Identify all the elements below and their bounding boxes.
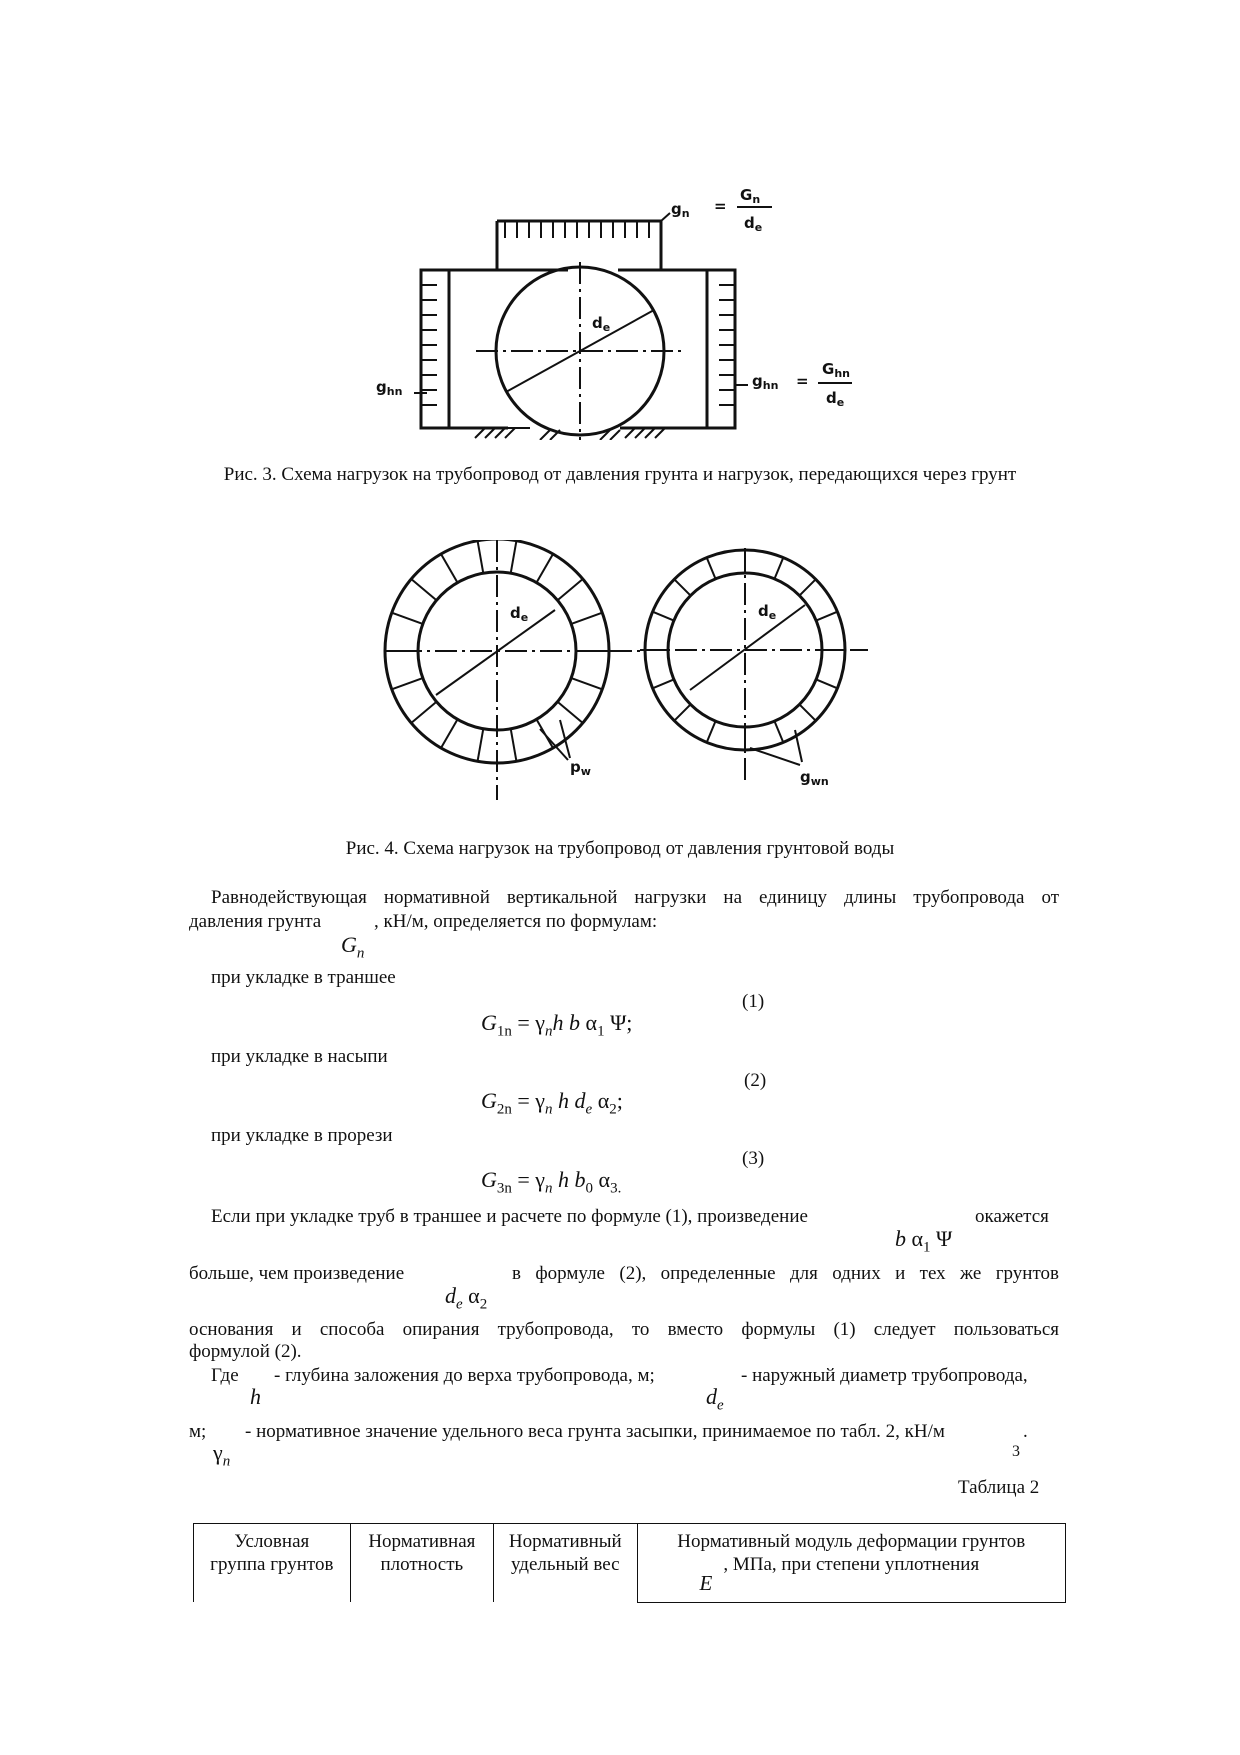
pressure-tick <box>799 579 815 595</box>
label-Gn: $G_n$ <box>740 186 761 206</box>
formula-2: $G_{2n} = \gamma_n$ h $d_e$ $\alpha_2$; <box>481 1088 623 1118</box>
unit-exponent: 3 <box>1012 1443 1020 1460</box>
label-de-left: $d_e$ <box>510 604 529 624</box>
paragraph-3-line-1c: - наружный диаметр трубопровода, <box>741 1365 1028 1386</box>
label-de-top: $d_e$ <box>744 214 763 234</box>
label-de-right-fig4: $d_e$ <box>758 602 777 622</box>
pressure-tick <box>511 541 517 573</box>
pressure-tick <box>707 558 716 579</box>
case-slot: при укладке в прорези <box>211 1125 393 1146</box>
pressure-tick <box>571 678 602 689</box>
pressure-tick <box>558 702 583 723</box>
label-ghn-right: $g_{hn}$ <box>752 372 779 392</box>
figure-4-diagram <box>350 540 890 810</box>
symbol-de: $d_e$ <box>706 1384 724 1414</box>
paragraph-2-line-1a: Если при укладке труб в траншее и расчете по формуле (1), произведение <box>211 1206 808 1227</box>
label-gn: $g_n$ <box>671 200 690 220</box>
formula-3-number: (3) <box>742 1148 765 1169</box>
paragraph-1-line-1: Равнодействующая нормативной вертикальной нагрузки на единицу длины трубопровода от <box>211 887 1059 908</box>
symbol-h: h <box>250 1384 261 1409</box>
figure-4-caption: Рис. 4. Схема нагрузок на трубопровод от давления грунтовой воды <box>345 838 895 859</box>
pressure-tick <box>441 719 458 748</box>
symbol-E: E <box>699 1571 713 1595</box>
pressure-tick <box>653 679 674 688</box>
pressure-tick <box>558 579 583 600</box>
table-title: Таблица 2 <box>958 1477 1040 1498</box>
label-pw: $p_w$ <box>570 758 591 778</box>
pressure-tick <box>653 612 674 621</box>
pressure-tick <box>674 704 690 720</box>
pressure-tick <box>816 679 837 688</box>
paragraph-3-line-1b: - глубина заложения до верха трубопровода, м; <box>274 1365 655 1386</box>
label-eq2: = <box>796 372 809 390</box>
paragraph-1-line-2b: , кН/м, определяется по формулам: <box>374 911 658 932</box>
formula-1: $G_{1n} = \gamma_nh$ b $\alpha_1$ Ψ; <box>481 1010 633 1040</box>
figure-3-diagram <box>360 170 880 440</box>
product-de-alpha2: $d_e$ $\alpha_2$ <box>445 1283 488 1313</box>
paragraph-3-dot: . <box>1023 1421 1028 1442</box>
label-de-right: $d_e$ <box>826 389 845 409</box>
pressure-tick <box>392 613 423 624</box>
paragraph-1-line-2a: давления грунта <box>189 911 322 932</box>
symbol-Gn: $G_n$ <box>341 932 365 962</box>
case-trench: при укладке в траншее <box>211 967 396 988</box>
label-gwn: $g_{wn}$ <box>800 768 829 788</box>
paragraph-3-line-2b: - нормативное значение удельного веса грунта засыпки, принимаемое по табл. 2, кН/м <box>245 1421 945 1442</box>
paragraph-2-line-2b: в формуле (2), определенные для одних и тех же грунтов <box>512 1263 1059 1284</box>
label-ghn-left: $g_{hn}$ <box>376 378 403 398</box>
label-de-inner: $d_e$ <box>592 314 611 334</box>
paragraph-2-line-2a: больше, чем произведение <box>189 1263 405 1284</box>
pressure-tick <box>411 579 436 600</box>
pressure-tick <box>478 541 484 573</box>
paragraph-3-line-1a: Где <box>211 1365 239 1386</box>
pressure-tick <box>774 721 783 742</box>
paragraph-2-line-3: основания и способа опирания трубопровода, то вместо формулы (1) следует пользоваться <box>189 1319 1059 1340</box>
figure-3-caption: Рис. 3. Схема нагрузок на трубопровод от давления грунта и нагрузок, передающихся через грунт <box>223 464 1017 485</box>
pressure-tick <box>816 612 837 621</box>
label-Ghn: $G_{hn}$ <box>822 360 850 380</box>
label-eq: = <box>714 197 727 215</box>
paragraph-2-line-4: формулой (2). <box>189 1341 302 1362</box>
pressure-tick <box>707 721 716 742</box>
pressure-tick <box>478 729 484 761</box>
pressure-tick <box>774 558 783 579</box>
table-header-deformation-modulus: Нормативный модуль деформации грунтов , МПа, при степени уплотнения E <box>637 1524 1065 1603</box>
table-header-group: Условная группа грунтов <box>194 1524 351 1603</box>
product-b-alpha1-psi: b $\alpha_1$ Ψ <box>895 1226 953 1256</box>
formula-1-number: (1) <box>742 991 765 1012</box>
pressure-tick <box>392 678 423 689</box>
formula-2-number: (2) <box>744 1070 767 1091</box>
pressure-tick <box>799 704 815 720</box>
paragraph-3-line-2a: м; <box>189 1421 207 1442</box>
soil-table <box>193 1523 1066 1603</box>
pressure-tick <box>411 702 436 723</box>
case-embankment: при укладке в насыпи <box>211 1046 388 1067</box>
table-header-density: Нормативная плотность <box>350 1524 493 1603</box>
pressure-tick <box>511 729 517 761</box>
table-header-unit-weight: Нормативный удельный вес <box>494 1524 637 1603</box>
pressure-tick <box>537 554 554 583</box>
formula-3: $G_{3n} = \gamma_n$ h $b_0$ $\alpha_{3.}$ <box>481 1167 622 1197</box>
pressure-tick <box>571 613 602 624</box>
pressure-tick <box>441 554 458 583</box>
paragraph-2-line-1b: окажется <box>975 1206 1049 1227</box>
pressure-tick <box>674 579 690 595</box>
symbol-gamma-n: $\gamma_n$ <box>213 1440 231 1470</box>
